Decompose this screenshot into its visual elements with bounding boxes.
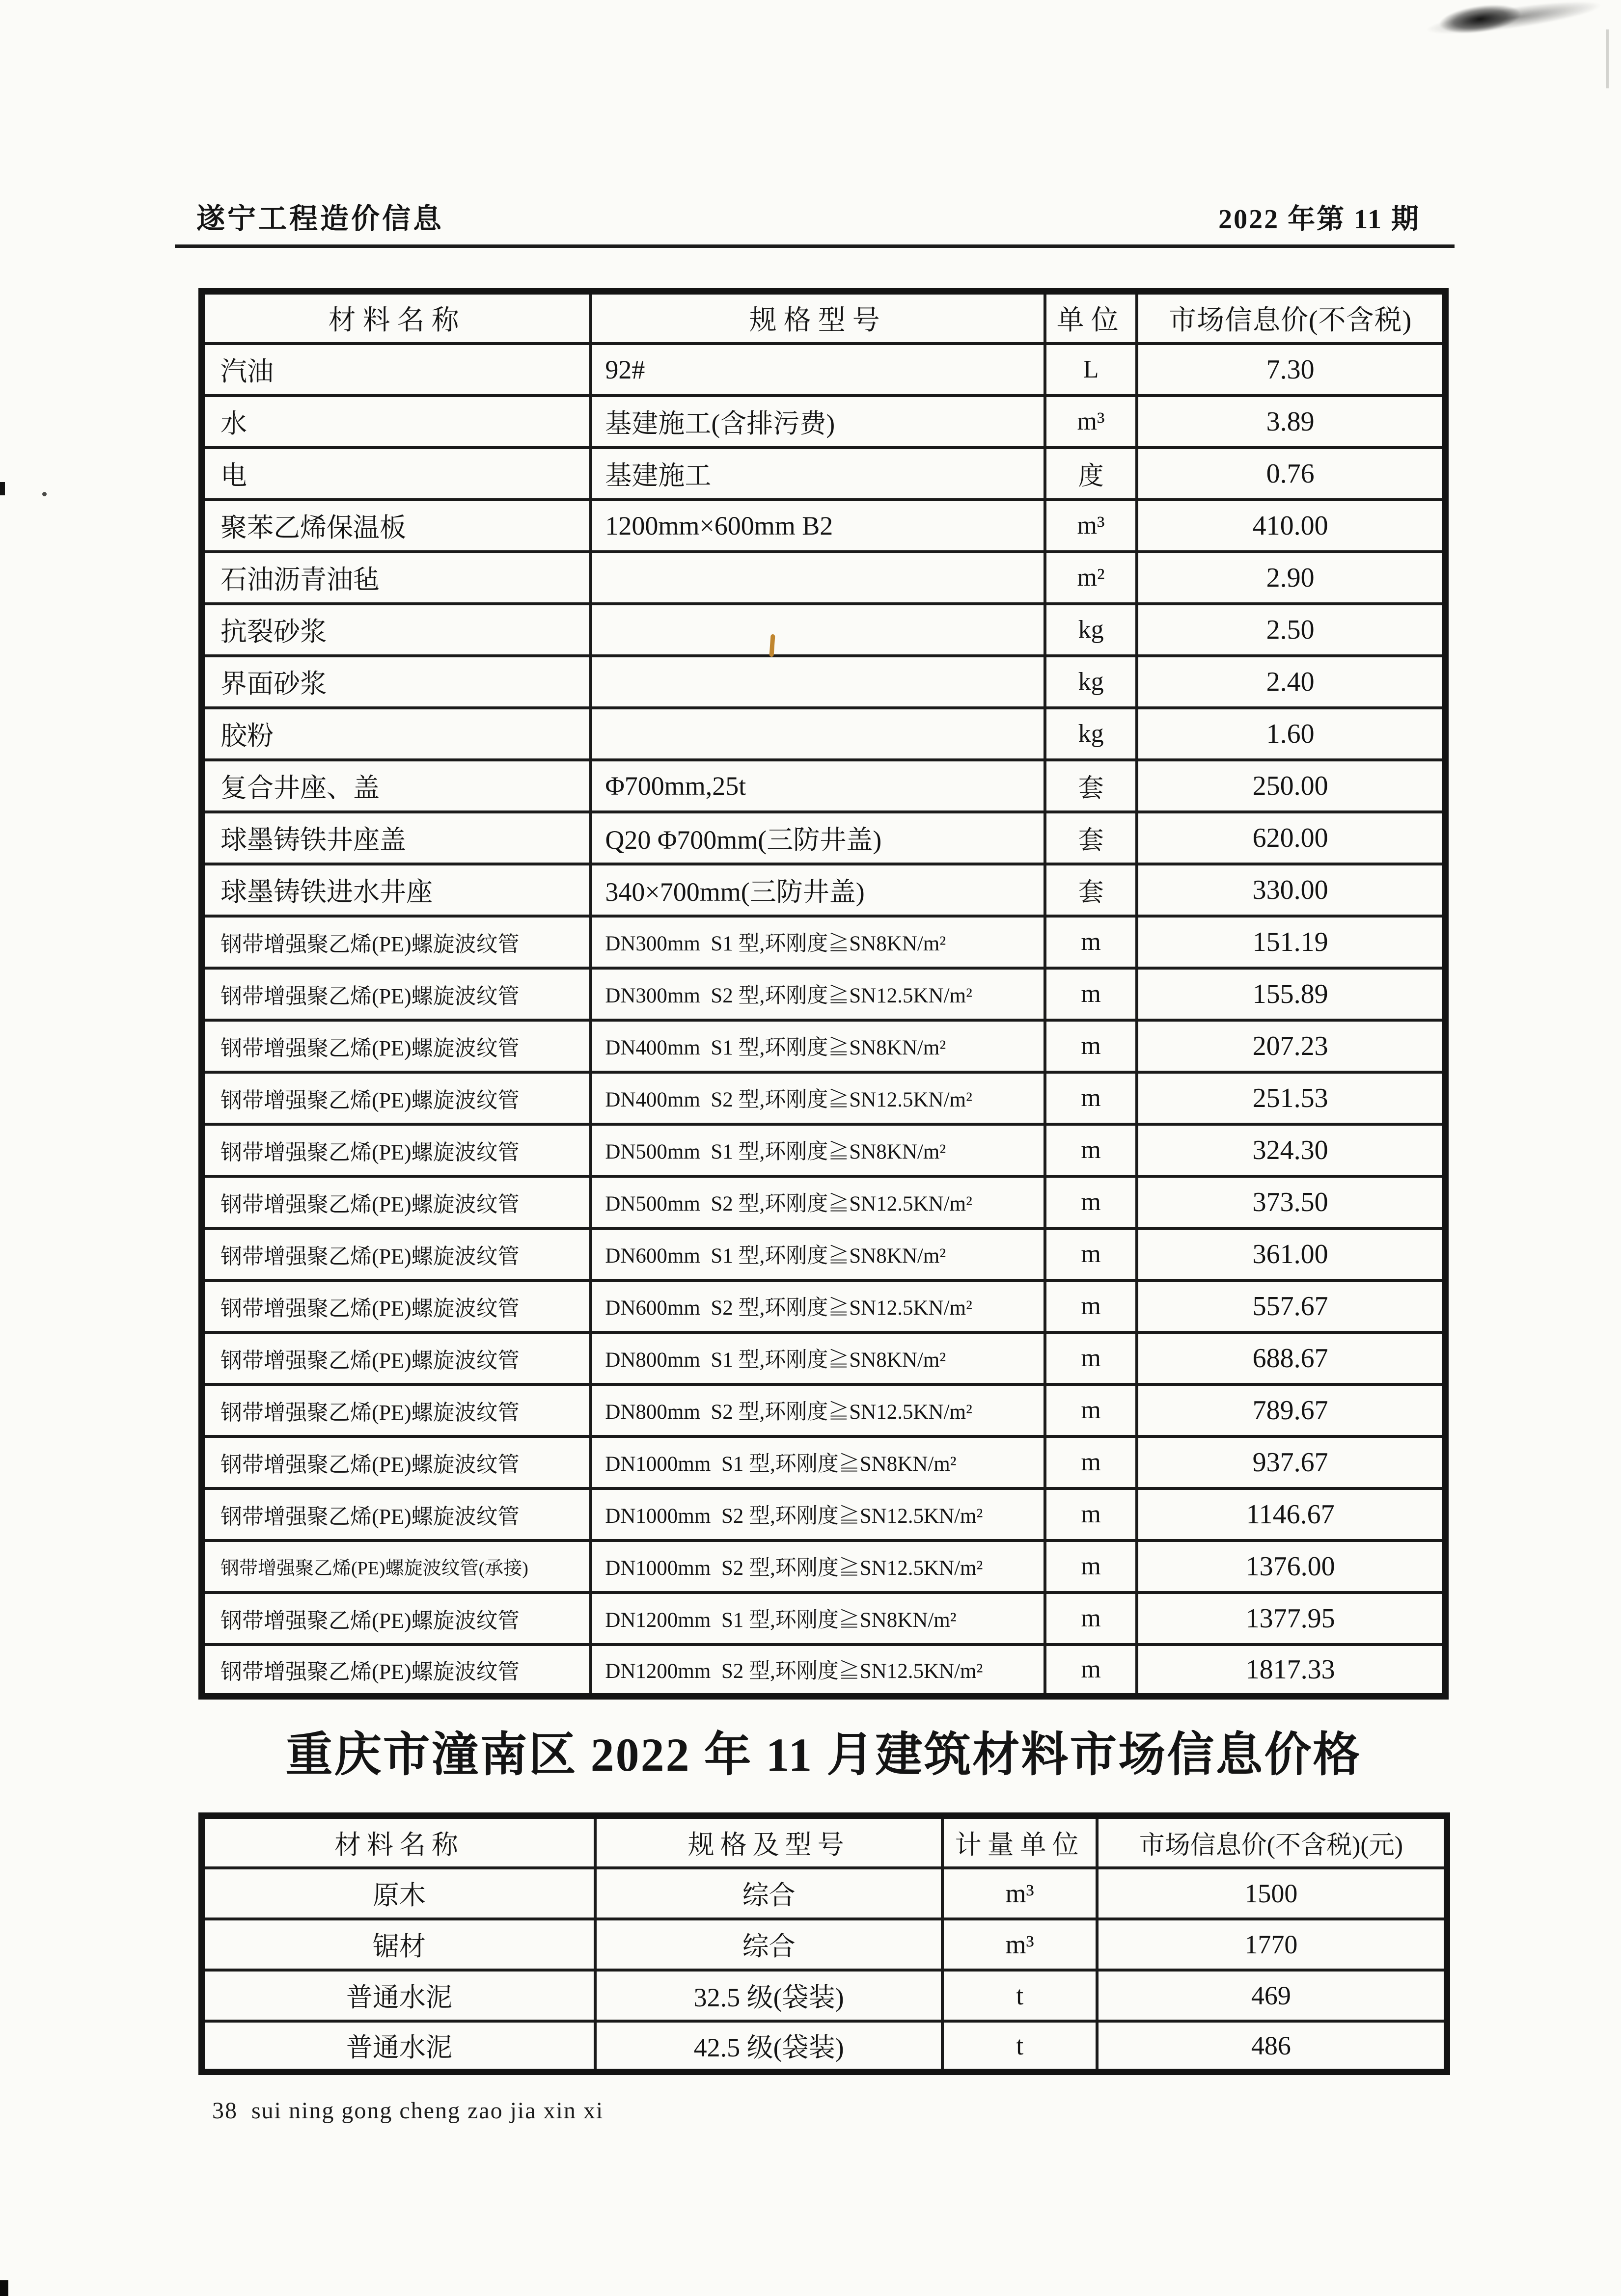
- table-cell: m: [1045, 916, 1137, 968]
- table-cell: 557.67: [1137, 1280, 1445, 1332]
- table-cell: m: [1045, 1280, 1137, 1332]
- table-cell: m: [1045, 1332, 1137, 1384]
- table-cell: 锯材: [202, 1919, 595, 1970]
- table-row: [202, 812, 1446, 864]
- table-cell: DN500mm S1 型,环刚度≧SN8KN/m²: [591, 1124, 1045, 1176]
- table-cell: m³: [1045, 500, 1137, 552]
- table-cell: 937.67: [1137, 1436, 1445, 1488]
- table-cell: 1770: [1097, 1919, 1447, 1970]
- table-cell: 1377.95: [1137, 1593, 1445, 1645]
- table-row: [202, 1970, 1447, 2021]
- table-cell: DN400mm S2 型,环刚度≧SN12.5KN/m²: [591, 1072, 1045, 1124]
- table-cell: 1200mm×600mm B2: [591, 500, 1045, 552]
- table-row: [202, 1228, 1446, 1280]
- table-cell: 普通水泥: [202, 2021, 595, 2072]
- col-header-material-name: 材料名称: [202, 1816, 595, 1868]
- table-cell: 钢带增强聚乙烯(PE)螺旋波纹管: [202, 968, 591, 1020]
- table-cell: m: [1045, 1020, 1137, 1072]
- table-cell: 汽油: [202, 344, 591, 396]
- table-row: [202, 1332, 1446, 1384]
- table-cell: m: [1045, 1436, 1137, 1488]
- table-cell: 球墨铸铁进水井座: [202, 864, 591, 916]
- table-cell: [591, 604, 1045, 656]
- table-row: [202, 604, 1446, 656]
- col-header-spec-model: 规格及型号: [595, 1816, 943, 1868]
- table-cell: DN1000mm S2 型,环刚度≧SN12.5KN/m²: [591, 1540, 1045, 1593]
- table-header-row: [202, 1816, 1447, 1868]
- table-cell: 330.00: [1137, 864, 1445, 916]
- table-cell: DN500mm S2 型,环刚度≧SN12.5KN/m²: [591, 1176, 1045, 1228]
- table-cell: 373.50: [1137, 1176, 1445, 1228]
- table-cell: 151.19: [1137, 916, 1445, 968]
- table-row: [202, 1072, 1446, 1124]
- table-cell: 钢带增强聚乙烯(PE)螺旋波纹管: [202, 1488, 591, 1540]
- journal-title: 遂宁工程造价信息: [196, 203, 444, 235]
- table-cell: m: [1045, 1384, 1137, 1436]
- table-cell: 1.60: [1137, 708, 1445, 760]
- table-cell: 92#: [591, 344, 1045, 396]
- table-cell: m³: [942, 1868, 1097, 1919]
- table-cell: 2.90: [1137, 552, 1445, 604]
- table-cell: 207.23: [1137, 1020, 1445, 1072]
- table-cell: 度: [1045, 448, 1137, 500]
- col-header-unit: 单位: [1045, 292, 1137, 344]
- table-cell: DN1200mm S1 型,环刚度≧SN8KN/m²: [591, 1593, 1045, 1645]
- table-cell: 抗裂砂浆: [202, 604, 591, 656]
- table-cell: m: [1045, 1176, 1137, 1228]
- table-cell: 钢带增强聚乙烯(PE)螺旋波纹管: [202, 1124, 591, 1176]
- table-cell: m: [1045, 1488, 1137, 1540]
- table-cell: 综合: [595, 1868, 943, 1919]
- page-header: [175, 195, 1455, 248]
- table-header-row: [202, 292, 1446, 344]
- table-cell: 251.53: [1137, 1072, 1445, 1124]
- table-cell: 2.50: [1137, 604, 1445, 656]
- table-cell: 3.89: [1137, 396, 1445, 448]
- table-cell: 套: [1045, 864, 1137, 916]
- col-header-spec-model: 规格型号: [591, 292, 1045, 344]
- table-row: [202, 1280, 1446, 1332]
- table-cell: 324.30: [1137, 1124, 1445, 1176]
- table-row: [202, 1593, 1446, 1645]
- table-cell: m: [1045, 1124, 1137, 1176]
- scan-speck: [42, 492, 47, 496]
- table-cell: 2.40: [1137, 656, 1445, 708]
- table-row: [202, 1868, 1447, 1919]
- table-row: [202, 1384, 1446, 1436]
- table-cell: m: [1045, 968, 1137, 1020]
- table-cell: 复合井座、盖: [202, 760, 591, 812]
- table-cell: DN300mm S1 型,环刚度≧SN8KN/m²: [591, 916, 1045, 968]
- table-cell: 聚苯乙烯保温板: [202, 500, 591, 552]
- materials-price-table: [198, 288, 1449, 1700]
- table-cell: kg: [1045, 708, 1137, 760]
- table-row: [202, 396, 1446, 448]
- table-row: [202, 1124, 1446, 1176]
- scan-edge-mark: [1606, 29, 1609, 88]
- table-row: [202, 708, 1446, 760]
- table-cell: t: [942, 2021, 1097, 2072]
- col-header-market-price: 市场信息价(不含税)(元): [1097, 1816, 1447, 1868]
- table-cell: 原木: [202, 1868, 595, 1919]
- table-cell: 789.67: [1137, 1384, 1445, 1436]
- table-cell: DN600mm S1 型,环刚度≧SN8KN/m²: [591, 1228, 1045, 1280]
- table-cell: 155.89: [1137, 968, 1445, 1020]
- table-cell: 42.5 级(袋装): [595, 2021, 943, 2072]
- table-cell: Q20 Φ700mm(三防井盖): [591, 812, 1045, 864]
- table-cell: 基建施工: [591, 448, 1045, 500]
- table-cell: 1146.67: [1137, 1488, 1445, 1540]
- table-cell: m³: [1045, 396, 1137, 448]
- table-cell: [591, 656, 1045, 708]
- scan-edge-mark: [0, 482, 5, 495]
- col-header-material-name: 材料名称: [202, 292, 591, 344]
- table-cell: 石油沥青油毡: [202, 552, 591, 604]
- table-cell: m²: [1045, 552, 1137, 604]
- scan-corner-mark: [0, 2280, 8, 2296]
- table-row: [202, 552, 1446, 604]
- table-row: [202, 344, 1446, 396]
- table-cell: 水: [202, 396, 591, 448]
- table-cell: DN1200mm S2 型,环刚度≧SN12.5KN/m²: [591, 1645, 1045, 1697]
- table-cell: 胶粉: [202, 708, 591, 760]
- table-cell: DN1000mm S1 型,环刚度≧SN8KN/m²: [591, 1436, 1045, 1488]
- tongnan-materials-price-table: [198, 1812, 1450, 2075]
- table-cell: m: [1045, 1593, 1137, 1645]
- table-row: [202, 448, 1446, 500]
- table-cell: [591, 552, 1045, 604]
- table-cell: 套: [1045, 760, 1137, 812]
- table-cell: 钢带增强聚乙烯(PE)螺旋波纹管: [202, 1593, 591, 1645]
- table-cell: 钢带增强聚乙烯(PE)螺旋波纹管: [202, 1228, 591, 1280]
- issue-number-label: 2022 年第 11 期: [1218, 204, 1420, 235]
- col-header-measure-unit: 计量单位: [942, 1816, 1097, 1868]
- table-cell: m: [1045, 1645, 1137, 1697]
- table-row: [202, 1436, 1446, 1488]
- table-cell: 410.00: [1137, 500, 1445, 552]
- table-cell: 0.76: [1137, 448, 1445, 500]
- table-cell: 340×700mm(三防井盖): [591, 864, 1045, 916]
- table-cell: 469: [1097, 1970, 1447, 2021]
- table-cell: 钢带增强聚乙烯(PE)螺旋波纹管: [202, 1436, 591, 1488]
- table-cell: 钢带增强聚乙烯(PE)螺旋波纹管: [202, 1020, 591, 1072]
- table-row: [202, 916, 1446, 968]
- section-title: 重庆市潼南区 2022 年 11 月建筑材料市场信息价格: [285, 1729, 1362, 1781]
- table-row: [202, 1020, 1446, 1072]
- table-cell: 基建施工(含排污费): [591, 396, 1045, 448]
- table-cell: 钢带增强聚乙烯(PE)螺旋波纹管: [202, 1072, 591, 1124]
- table-row: [202, 968, 1446, 1020]
- table-row: [202, 1645, 1446, 1697]
- table-cell: DN1000mm S2 型,环刚度≧SN12.5KN/m²: [591, 1488, 1045, 1540]
- table-row: [202, 760, 1446, 812]
- table-cell: 钢带增强聚乙烯(PE)螺旋波纹管: [202, 1645, 591, 1697]
- table-cell: DN300mm S2 型,环刚度≧SN12.5KN/m²: [591, 968, 1045, 1020]
- table-cell: [591, 708, 1045, 760]
- tongnan-table-body: [202, 1868, 1447, 2072]
- table-cell: 688.67: [1137, 1332, 1445, 1384]
- table-cell: 钢带增强聚乙烯(PE)螺旋波纹管(承接): [202, 1540, 591, 1593]
- table-cell: 钢带增强聚乙烯(PE)螺旋波纹管: [202, 1384, 591, 1436]
- table-cell: 7.30: [1137, 344, 1445, 396]
- table-cell: 1500: [1097, 1868, 1447, 1919]
- table-cell: 钢带增强聚乙烯(PE)螺旋波纹管: [202, 916, 591, 968]
- table-cell: 361.00: [1137, 1228, 1445, 1280]
- table-row: [202, 500, 1446, 552]
- table-row: [202, 2021, 1447, 2072]
- col-header-market-price: 市场信息价(不含税): [1137, 292, 1445, 344]
- table-cell: 钢带增强聚乙烯(PE)螺旋波纹管: [202, 1176, 591, 1228]
- table-cell: m³: [942, 1919, 1097, 1970]
- table-cell: DN400mm S1 型,环刚度≧SN8KN/m²: [591, 1020, 1045, 1072]
- page-footer-pinyin: 38 sui ning gong cheng zao jia xin xi: [212, 2098, 604, 2124]
- table-cell: 套: [1045, 812, 1137, 864]
- table-row: [202, 1540, 1446, 1593]
- table-cell: kg: [1045, 656, 1137, 708]
- table-cell: 250.00: [1137, 760, 1445, 812]
- table-cell: 界面砂浆: [202, 656, 591, 708]
- table-cell: 电: [202, 448, 591, 500]
- table-cell: 普通水泥: [202, 1970, 595, 2021]
- table-cell: m: [1045, 1228, 1137, 1280]
- table-cell: Φ700mm,25t: [591, 760, 1045, 812]
- table-row: [202, 1919, 1447, 1970]
- scan-smudge-artifact: [1403, 0, 1604, 54]
- table-cell: DN800mm S2 型,环刚度≧SN12.5KN/m²: [591, 1384, 1045, 1436]
- table-cell: 486: [1097, 2021, 1447, 2072]
- materials-table-body: [202, 344, 1446, 1697]
- table-cell: 钢带增强聚乙烯(PE)螺旋波纹管: [202, 1280, 591, 1332]
- table-cell: 钢带增强聚乙烯(PE)螺旋波纹管: [202, 1332, 591, 1384]
- table-row: [202, 1176, 1446, 1228]
- table-cell: 32.5 级(袋装): [595, 1970, 943, 2021]
- table-cell: DN600mm S2 型,环刚度≧SN12.5KN/m²: [591, 1280, 1045, 1332]
- table-cell: 1376.00: [1137, 1540, 1445, 1593]
- table-row: [202, 656, 1446, 708]
- table-cell: 综合: [595, 1919, 943, 1970]
- table-cell: m: [1045, 1540, 1137, 1593]
- table-cell: L: [1045, 344, 1137, 396]
- table-cell: 球墨铸铁井座盖: [202, 812, 591, 864]
- table-cell: 1817.33: [1137, 1645, 1445, 1697]
- table-row: [202, 864, 1446, 916]
- table-row: [202, 1488, 1446, 1540]
- table-cell: t: [942, 1970, 1097, 2021]
- table-cell: kg: [1045, 604, 1137, 656]
- table-cell: DN800mm S1 型,环刚度≧SN8KN/m²: [591, 1332, 1045, 1384]
- table-cell: m: [1045, 1072, 1137, 1124]
- table-cell: 620.00: [1137, 812, 1445, 864]
